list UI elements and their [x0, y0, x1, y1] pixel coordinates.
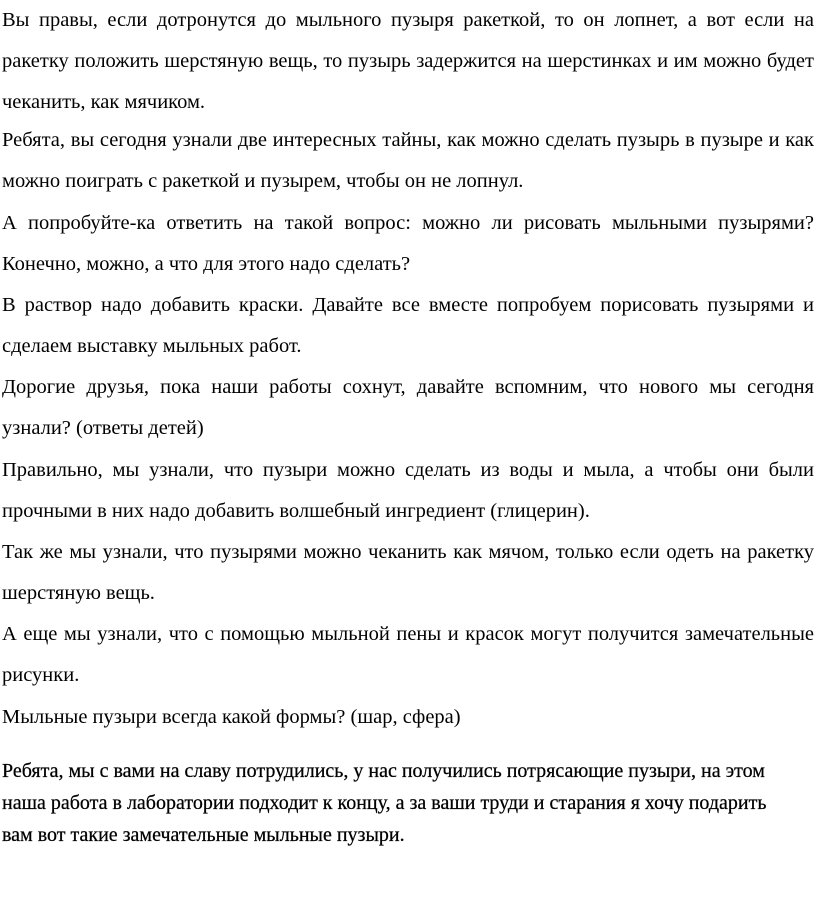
paragraph-racket-explanation: Вы правы, если дотронутся до мыльного пузыря ракеткой, то он лопнет, а вот если на ракетку положить шерстяную вещь, то пузырь задержится на шерстинках и им можно будет чеканить, как мячиком. [2, 9, 814, 113]
paragraph-two-secrets: Ребята, вы сегодня узнали две интересных тайны, как можно сделать пузырь в пузыре и как можно поиграть с ракеткой и пузырем, чтобы он не лопнул. [2, 129, 814, 192]
paragraph-bounce-like-ball: Так же мы узнали, что пузырями можно чеканить как мячом, только если одеть на ракетку шерстяную вещь. [2, 541, 814, 604]
paragraph-recap-question: Дорогие друзья, пока наши работы сохнут, давайте вспомним, что нового мы сегодня узнали? (ответы детей) [2, 376, 814, 439]
paragraph-closing: Ребята, мы с вами на славу потрудились, у нас получились потрясающие пузыри, на этом наша работа в лаборатории подходит к концу, а за ваши труди и старания я хочу подарить вам вот такие замечательные мыльные пузыри. [2, 760, 767, 846]
paragraph-glycerin: Правильно, мы узнали, что пузыри можно сделать из воды и мыла, а чтобы они были прочными в них надо добавить волшебный ингредиент (глицерин). [2, 459, 814, 522]
paragraph-painting-question: А попробуйте-ка ответить на такой вопрос: можно ли рисовать мыльными пузырями? Конечно, можно, а что для этого надо сделать? [2, 212, 814, 275]
paragraph-foam-drawings: А еще мы узнали, что с помощью мыльной пены и красок могут получится замечательные рисунки. [2, 623, 814, 686]
paragraph-add-paints: В раствор надо добавить краски. Давайте все вместе попробуем порисовать пузырями и сделаем выставку мыльных работ. [2, 294, 814, 357]
paragraph-bubble-shape: Мыльные пузыри всегда какой формы? (шар, сфера) [2, 706, 461, 728]
